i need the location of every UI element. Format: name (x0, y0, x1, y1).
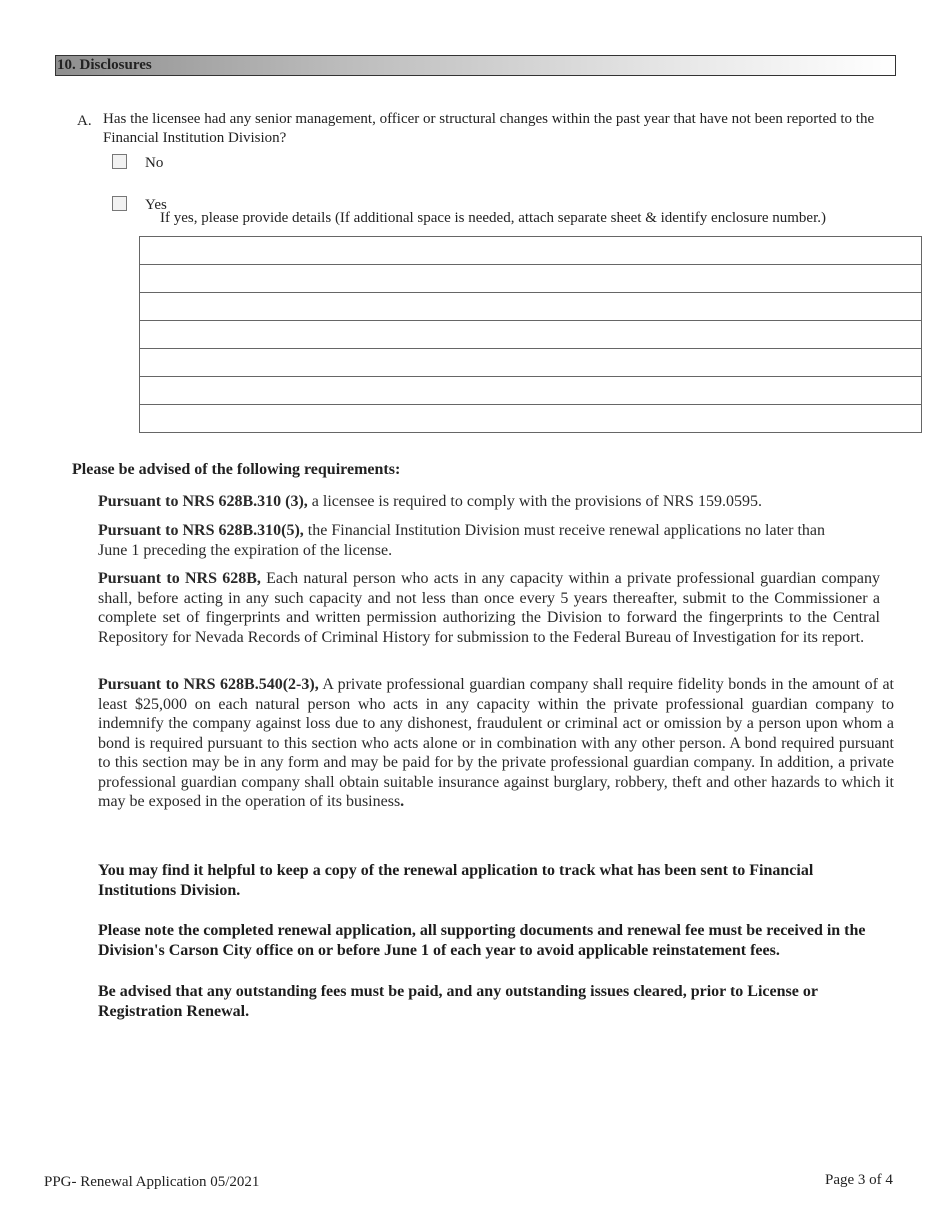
yes-checkbox[interactable] (112, 196, 127, 211)
details-row (140, 237, 922, 265)
details-field[interactable] (140, 265, 922, 293)
requirement-lead: Pursuant to NRS 628B.540(2-3), (98, 676, 319, 693)
page-number: Page 3 of 4 (825, 1172, 893, 1188)
section-title: 10. Disclosures (55, 55, 896, 76)
footer-form-id: PPG- Renewal Application 05/2021 (44, 1174, 260, 1190)
details-field[interactable] (140, 405, 922, 433)
details-row (140, 265, 922, 293)
requirement-body: a licensee is required to comply with the provisions of NRS 159.0595. (307, 493, 762, 510)
question-letter: A. (77, 113, 92, 129)
question-text: Has the licensee had any senior management, officer or structural changes within the past year that have not been reported to the Financial Institution Division? (103, 111, 875, 146)
details-field[interactable] (140, 237, 922, 265)
details-table (139, 236, 922, 433)
details-field[interactable] (140, 293, 922, 321)
details-row (140, 321, 922, 349)
details-row (140, 405, 922, 433)
details-field[interactable] (140, 377, 922, 405)
requirement-tail: . (400, 793, 405, 810)
note-outstanding-fees: Be advised that any outstanding fees must be paid, and any outstanding issues cleared, prior to License or Registration Renewal. (98, 983, 818, 1020)
requirement-lead: Pursuant to NRS 628B.310 (3), (98, 493, 308, 510)
requirement-lead: Pursuant to NRS 628B.310(5), (98, 522, 304, 539)
requirement-lead: Pursuant to NRS 628B, (98, 570, 261, 587)
details-field[interactable] (140, 349, 922, 377)
requirement-paragraph (98, 675, 894, 812)
note-keep-copy: You may find it helpful to keep a copy of the renewal application to track what has been sent to Financial Institutions Division. (98, 862, 814, 899)
details-prompt: If yes, please provide details (If additional space is needed, attach separate sheet & identify enclosure number.) (160, 210, 826, 226)
requirement-body: Each natural person who acts in any capacity within a private professional guardian company shall, before acting in any such capacity and not less than once every 5 years thereafter, submit to the Commissioner a complete set of fingerprints and written permission authorizing the Division to forward the fingerprints to the Central Repository for Nevada Records of Criminal History for submission to the Federal Bureau of Investigation for its report. (98, 570, 880, 646)
requirement-paragraph (98, 492, 898, 512)
yes-option-label: Yes (145, 197, 167, 213)
details-row (140, 293, 922, 321)
details-field[interactable] (140, 321, 922, 349)
requirement-body: the Financial Institution Division must receive renewal applications no later than June 1 preceding the expiration of the license. (98, 522, 825, 559)
requirement-paragraph (98, 521, 848, 560)
note-deadline: Please note the completed renewal application, all supporting documents and renewal fee must be received in the Division's Carson City office on or before June 1 of each year to avoid applicable reinstatement fees. (98, 922, 866, 959)
requirements-heading: Please be advised of the following requirements: (72, 461, 401, 478)
details-row (140, 349, 922, 377)
requirement-paragraph (98, 569, 880, 647)
no-option-label: No (145, 155, 164, 171)
no-checkbox[interactable] (112, 154, 127, 169)
requirement-body: A private professional guardian company shall require fidelity bonds in the amount of at least $25,000 on each natural person who acts in any capacity within the private professional guardian company to indemnify the company against loss due to any dishonest, fraudulent or criminal act or omission by a person upon whom a bond is required pursuant to this section who acts alone or in combination with any other person. A bond required pursuant to this section may be in any form and may be paid for by the private professional guardian company. In addition, a private professional guardian company shall obtain suitable insurance against burglary, robbery, theft and other hazards to which it may be exposed in the operation of its business (98, 676, 895, 810)
details-row (140, 377, 922, 405)
